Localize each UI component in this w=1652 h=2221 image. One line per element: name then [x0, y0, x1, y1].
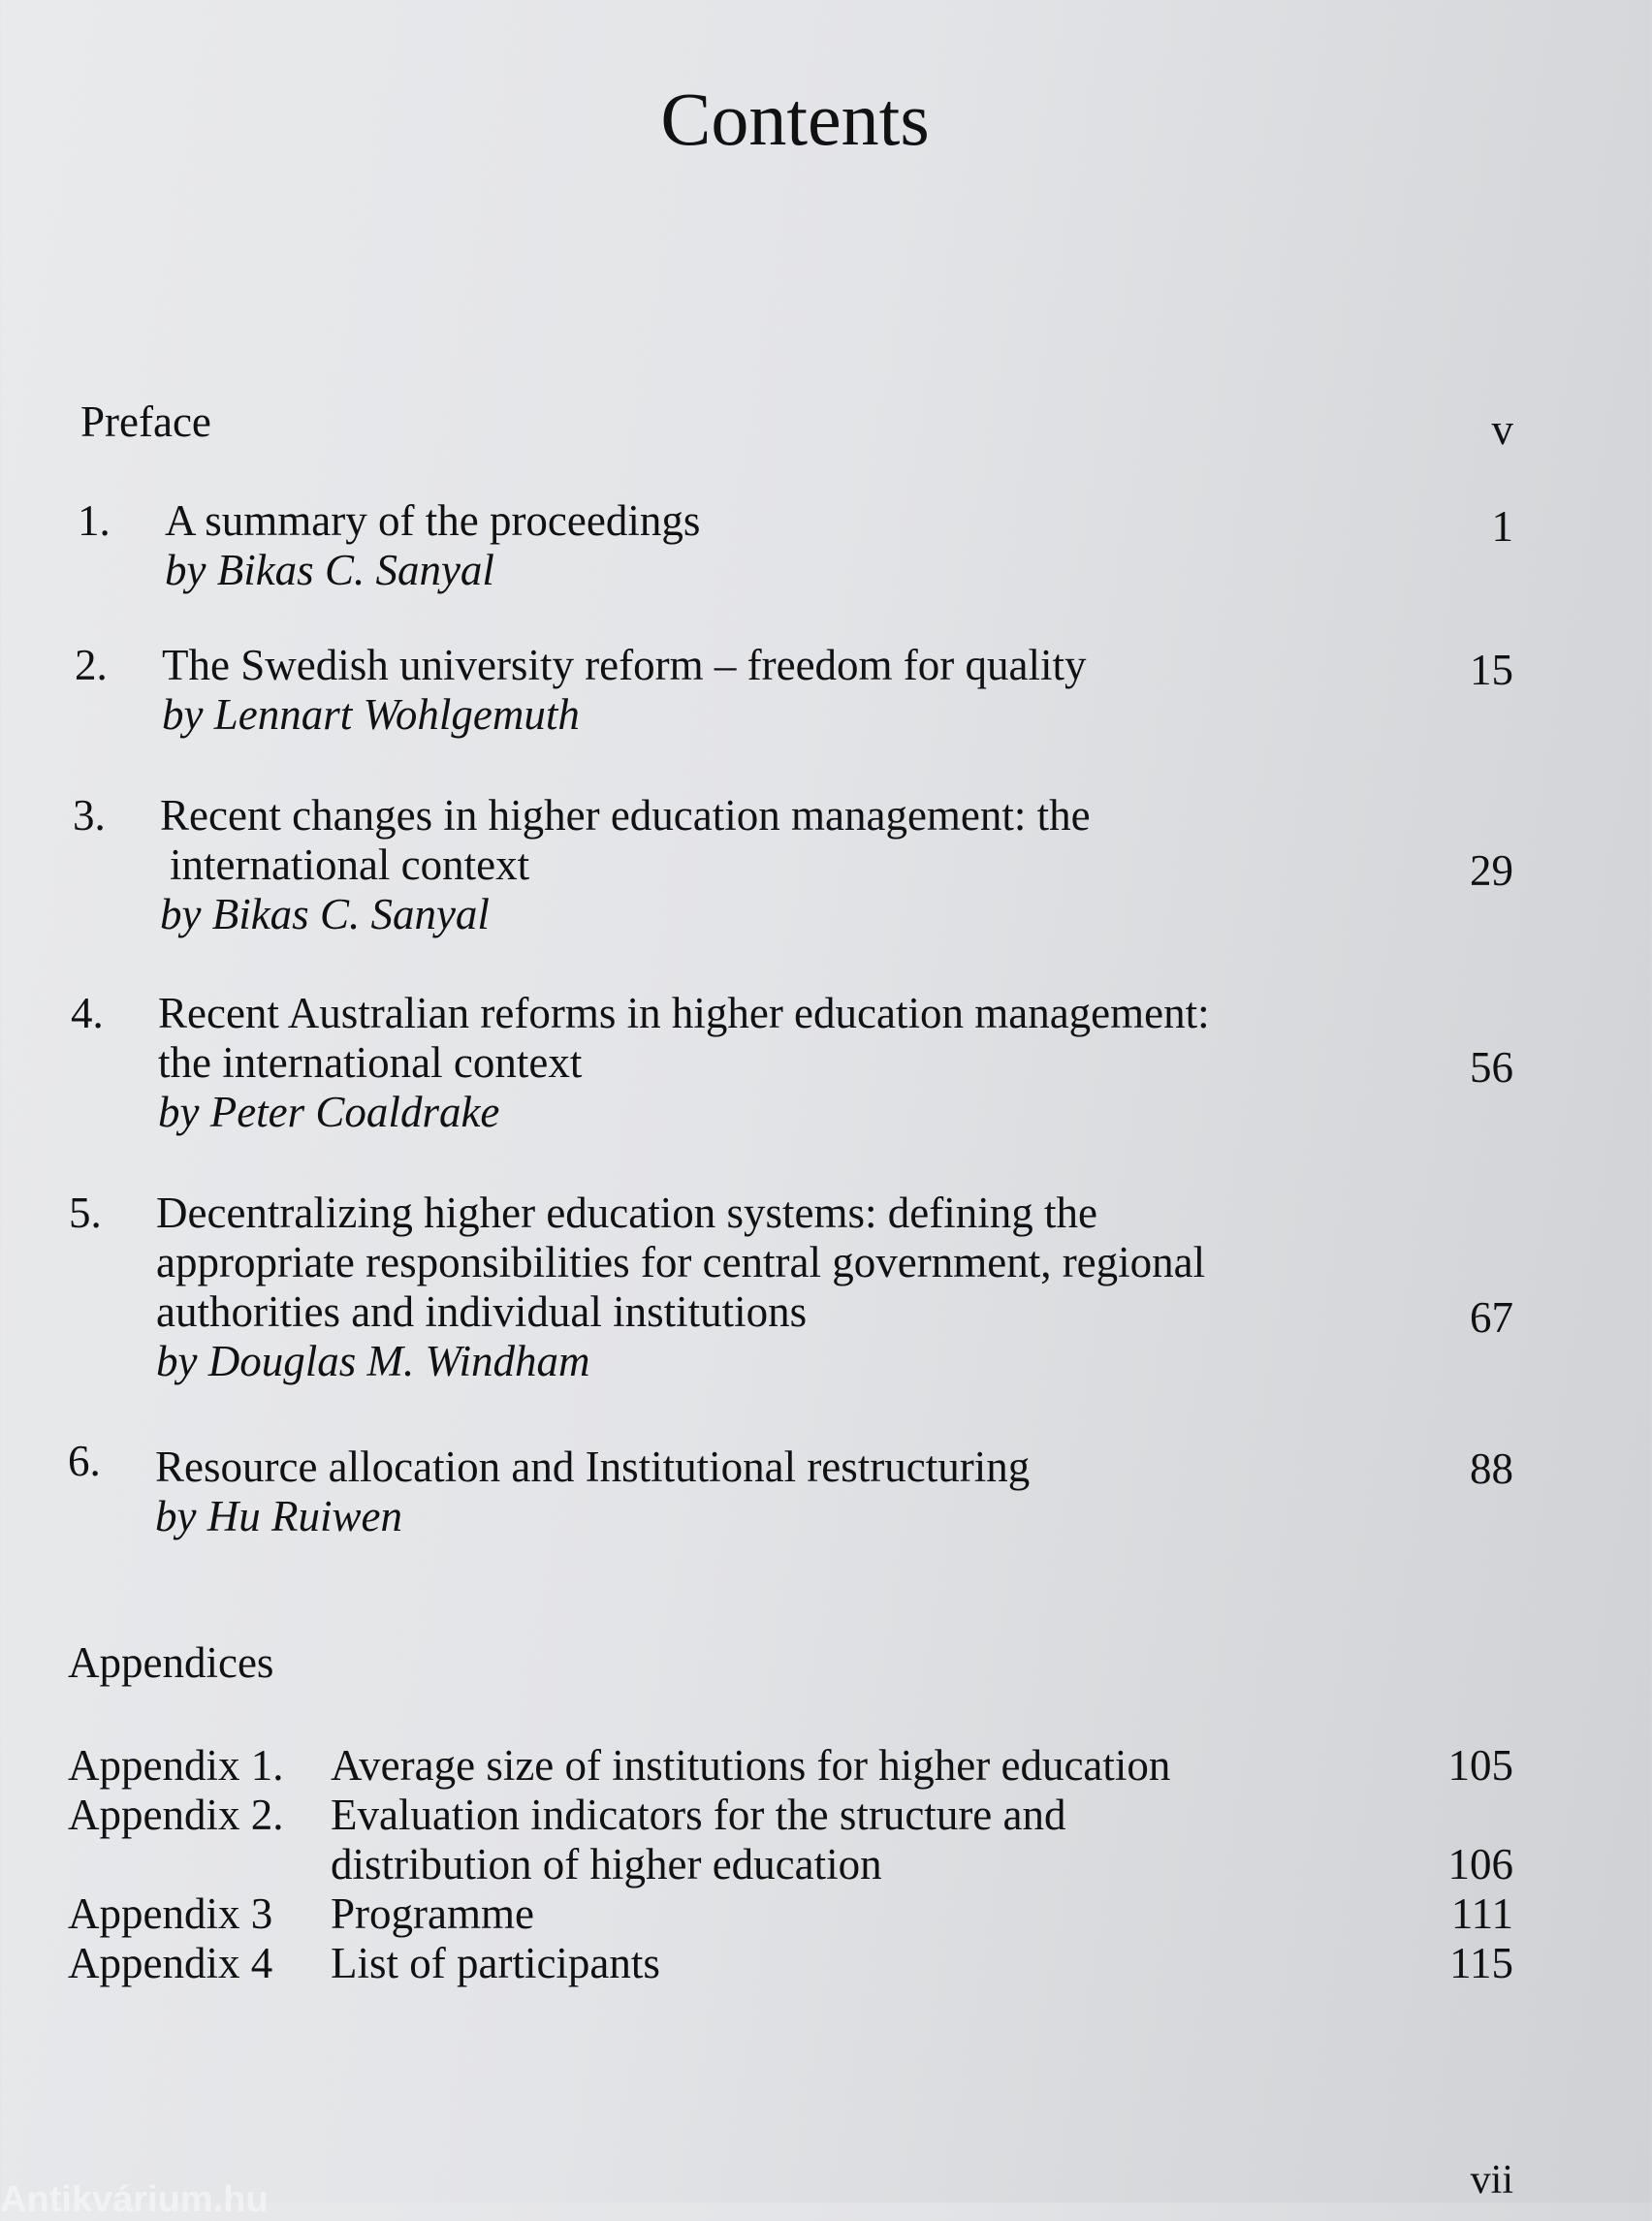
preface-label: Preface	[80, 397, 211, 446]
chapter-title-line: The Swedish university reform – freedom for quality	[162, 641, 1087, 689]
appendix-page: 115	[1449, 1939, 1513, 1987]
appendices-heading: Appendices	[68, 1638, 274, 1687]
chapter-title-line: authorities and individual institutions	[156, 1287, 808, 1336]
page-title: Contents	[660, 77, 930, 161]
chapter-page: 67	[1470, 1293, 1513, 1342]
appendix-label: Appendix 1.	[68, 1741, 284, 1790]
chapter-page: 29	[1470, 846, 1513, 895]
chapter-number: 5.	[69, 1189, 102, 1237]
chapter-number: 4.	[71, 989, 104, 1037]
chapter-title-line: Resource allocation and Institutional restructuring	[155, 1443, 1031, 1491]
chapter-title-line: Decentralizing higher education systems: defining the	[156, 1189, 1097, 1237]
chapter-number: 2.	[75, 641, 108, 689]
appendix-title-line: List of participants	[331, 1939, 660, 1987]
chapter-author: by Lennart Wohlgemuth	[162, 690, 580, 739]
appendix-title-line: distribution of higher education	[331, 1840, 882, 1888]
chapter-title-line: Recent changes in higher education management: the	[160, 791, 1091, 840]
appendix-page: 105	[1447, 1741, 1513, 1790]
chapter-page: 1	[1491, 502, 1513, 551]
appendix-page: 111	[1450, 1889, 1513, 1938]
preface-page: v	[1491, 405, 1513, 454]
appendix-title-line: Programme	[331, 1889, 534, 1938]
watermark-text: Antikvárium.hu	[0, 2179, 269, 2220]
appendix-title-line: Evaluation indicators for the structure and	[331, 1791, 1066, 1839]
chapter-title-line: appropriate responsibilities for central government, regional	[156, 1238, 1206, 1286]
page-folio: vii	[1470, 2158, 1513, 2203]
appendix-title-line: Average size of institutions for higher education	[331, 1741, 1171, 1790]
chapter-page: 88	[1470, 1444, 1513, 1493]
appendix-label: Appendix 2.	[68, 1791, 284, 1839]
chapter-author: by Douglas M. Windham	[156, 1337, 590, 1385]
chapter-title-line: the international context	[158, 1038, 583, 1087]
chapter-author: by Peter Coaldrake	[158, 1088, 500, 1136]
appendix-label: Appendix 3	[68, 1889, 273, 1938]
chapter-number: 3.	[73, 791, 106, 840]
chapter-number: 1.	[78, 496, 111, 545]
chapter-number: 6.	[68, 1437, 101, 1485]
chapter-author: by Hu Ruiwen	[155, 1492, 402, 1540]
chapter-title-line: Recent Australian reforms in higher education management:	[158, 989, 1210, 1037]
chapter-author: by Bikas C. Sanyal	[160, 890, 490, 938]
chapter-page: 15	[1470, 646, 1513, 694]
chapter-title-line: international context	[170, 841, 530, 889]
appendix-page: 106	[1447, 1840, 1513, 1888]
chapter-title-line: A summary of the proceedings	[165, 496, 701, 545]
chapter-page: 56	[1470, 1043, 1513, 1092]
chapter-author: by Bikas C. Sanyal	[165, 546, 494, 594]
appendix-label: Appendix 4	[68, 1939, 273, 1987]
